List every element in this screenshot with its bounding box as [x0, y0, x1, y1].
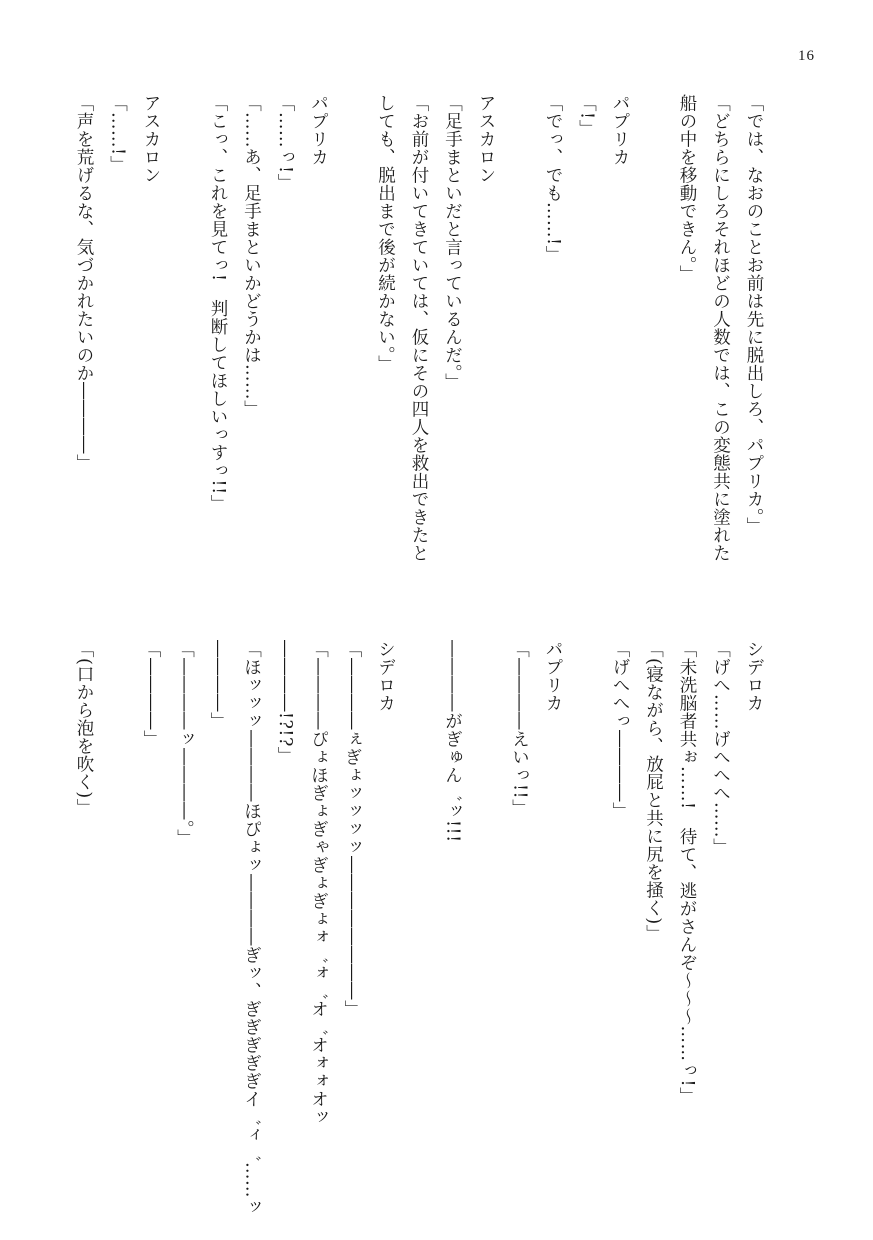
dialogue-line: 「でっ、でも……!」	[543, 94, 563, 264]
dialogue-line: 「こっ、これを見てっ! 判断してほしいっすっ!!」	[208, 94, 228, 513]
blank-line	[167, 94, 201, 594]
dialogue-line: 「ほッッッ――――ほぴょッ――――ぎッ、ぎぎぎぎぎイ゛ィ゛……ッ	[241, 640, 262, 1216]
dialogue-line: 「!」	[576, 94, 597, 138]
speaker-name: アスカロン	[476, 94, 496, 184]
dialogue-line: ――――がぎゅん゛ッ!!!	[442, 640, 463, 843]
speaker-name: シデロカ	[744, 640, 764, 712]
dialogue-line: 「未洗脳者共ぉ……! 待て、逃がさんぞ～～～……っ!」	[677, 640, 697, 1106]
dialogue-line: 「――――ッ――――。」	[174, 640, 195, 848]
dialogue-line: 「(口から泡を吹く)」	[74, 640, 94, 817]
dialogue-line: 「――――ぇぎょッッッッ――――――――」	[342, 640, 362, 1018]
dialogue-line: 「……!」	[107, 94, 128, 174]
dialogue-line: 「どちらにしろそれほどの人数では、この変態共に塗れた	[710, 94, 731, 562]
dialogue-line: しても、脱出まで後が続かない。」	[375, 94, 396, 374]
dialogue-line: 「声を荒げるな、気づかれたいのか――――」	[74, 94, 94, 472]
script-block-bottom	[74, 640, 770, 1216]
dialogue-line: 「げへへっ――――」	[610, 640, 630, 820]
dialogue-line: 船の中を移動できん。」	[677, 94, 697, 284]
speaker-name: パプリカ	[308, 94, 329, 166]
dialogue-line: 「――――えいっ!!」	[509, 640, 530, 818]
page-number: 16	[798, 48, 815, 64]
speaker-name: アスカロン	[141, 94, 161, 184]
dialogue-line: ――――」	[208, 640, 228, 730]
blank-line	[402, 640, 436, 1160]
dialogue-line: 「――――ぴょほぎょぎゃぎょぎょォ゛ォ゛オ゛オォォオッ	[308, 640, 329, 1126]
dialogue-line: 「足手まといだと言っているんだ。」	[442, 94, 463, 392]
blank-line	[502, 94, 536, 594]
dialogue-line: 「お前が付いてきていては、仮にその四人を救出できたと	[409, 94, 429, 562]
blank-line	[469, 640, 503, 1160]
dialogue-line: 「……っ!」	[275, 94, 295, 192]
blank-line	[100, 640, 134, 1160]
dialogue-line: 「……あ、足手まといかどうかは……」	[241, 94, 262, 418]
blank-line	[636, 94, 670, 594]
speaker-name: パプリカ	[543, 640, 563, 712]
dialogue-line: 「では、なおのことお前は先に脱出しろ、パプリカ。」	[744, 94, 764, 536]
dialogue-line: ――――!?!?」	[275, 640, 295, 765]
blank-line	[569, 640, 603, 1160]
dialogue-line: 「(寝ながら、放屁と共に尻を掻く)」	[643, 640, 664, 943]
script-block-top	[74, 94, 770, 594]
dialogue-line: 「げへ……げへへへ……」	[710, 640, 731, 856]
speaker-name: パプリカ	[610, 94, 630, 166]
speaker-name: シデロカ	[375, 640, 396, 712]
dialogue-line: 「――――」	[141, 640, 161, 748]
blank-line	[335, 94, 369, 594]
